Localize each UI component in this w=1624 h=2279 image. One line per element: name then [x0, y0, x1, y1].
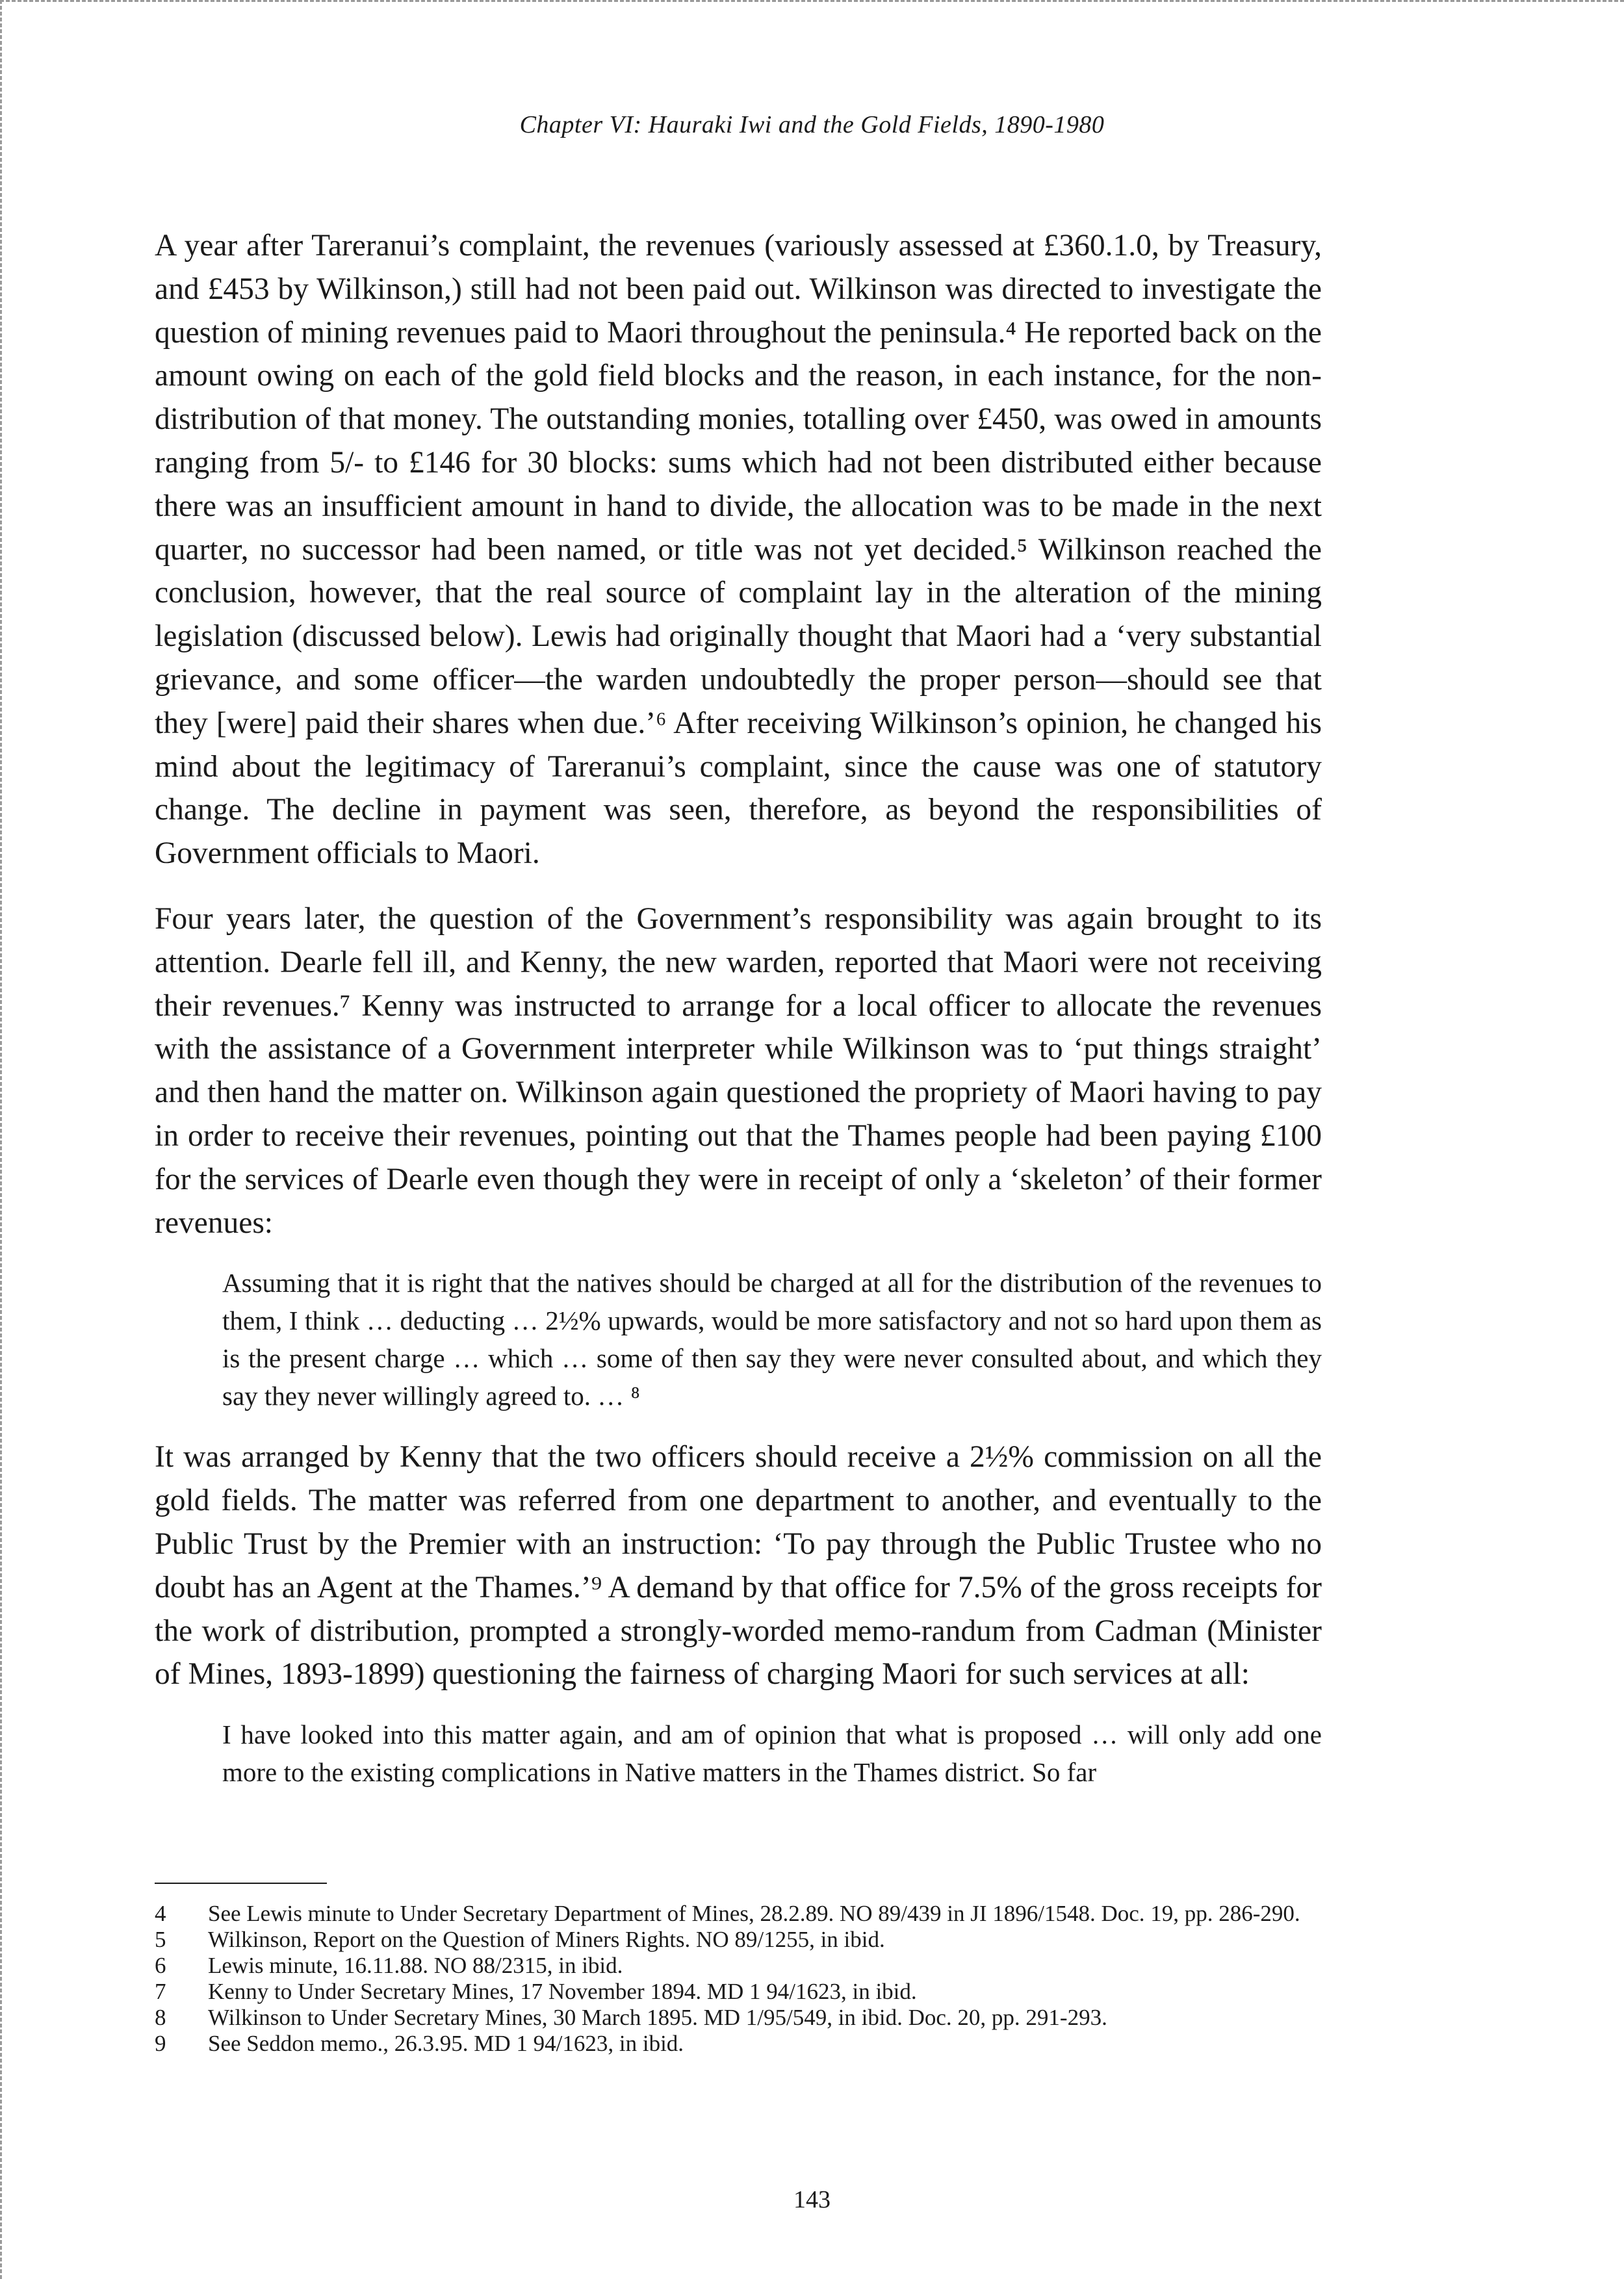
footnote-text: Wilkinson to Under Secretary Mines, 30 March 1895. MD 1/95/549, in ibid. Doc. 20, pp. 291-293.	[208, 2005, 1107, 2030]
footnote-number: 4	[155, 1901, 166, 1926]
running-header: Chapter VI: Hauraki Iwi and the Gold Fields, 1890-1980	[519, 111, 1105, 138]
footnote	[155, 1927, 1322, 1953]
footnote-text: See Lewis minute to Under Secretary Department of Mines, 28.2.89. NO 89/439 in JI 1896/1548. Doc. 19, pp. 286-290.	[208, 1901, 1300, 1926]
paragraph: It was arranged by Kenny that the two officers should receive a 2½% commission on all the gold fields. The matter was referred from one department to another, and eventually to the Public Trust by the Premier with an instruction: ‘To pay through the Public Trustee who no doubt has an Agent at the Thames.’⁹ A demand by that office for 7.5% of the gross receipts for the work of distribution, prompted a strongly-worded memo-randum from Cadman (Minister of Mines, 1893-1899) questioning the fairness of charging Maori for such services at all:	[155, 1440, 1322, 1692]
block-quote: I have looked into this matter again, and am of opinion that what is proposed … will only add one more to the existing complications in Native matters in the Thames district. So far	[222, 1719, 1322, 1788]
footnote-text: Kenny to Under Secretary Mines, 17 November 1894. MD 1 94/1623, in ibid.	[208, 1979, 917, 2004]
paragraph: Four years later, the question of the Government’s responsibility was again brought to its attention. Dearle fell ill, and Kenny, the new warden, reported that Maori were not receiving their revenues.⁷ Kenny was instructed to arrange for a local officer to allocate the revenues with the assistance of a Government interpreter while Wilkinson was to ‘put things straight’ and then hand the matter on. Wilkinson again questioned the propriety of Maori having to pay in order to receive their revenues, pointing out that the Thames people had been paying £100 for the services of Dearle even though they were in receipt of only a ‘skeleton’ of their former revenues:	[155, 901, 1322, 1240]
footnote-text: See Seddon memo., 26.3.95. MD 1 94/1623, in ibid.	[208, 2031, 684, 2056]
footnotes	[155, 1901, 1322, 2057]
scan-top-edge	[0, 0, 1624, 4]
footnote	[155, 1953, 1322, 1979]
footnote	[155, 2031, 1322, 2057]
page-number: 143	[793, 2186, 831, 2213]
footnote	[155, 1901, 1322, 1927]
footnote-number: 5	[155, 1927, 166, 1952]
paragraph: A year after Tareranui’s complaint, the revenues (variously assessed at £360.1.0, by Treasury, and £453 by Wilkinson,) still had not been paid out. Wilkinson was directed to investigate the question of mining revenues paid to Maori throughout the peninsula.⁴ He reported back on the amount owing on each of the gold field blocks and the reason, in each instance, for the non-distribution of that money. The outstanding monies, totalling over £450, was owed in amounts ranging from 5/- to £146 for 30 blocks: sums which had not been distributed either because there was an insufficient amount in hand to divide, the allocation was to be made in the next quarter, no successor had been named, or title was not yet decided.⁵ Wilkinson reached the conclusion, however, that the real source of complaint lay in the alteration of the mining legislation (discussed below). Lewis had originally thought that Maori had a ‘very substantial grievance, and some officer—the warden undoubtedly the proper person—should see that they [were] paid their shares when due.’⁶ After receiving Wilkinson’s opinion, he changed his mind about the legitimacy of Tareranui’s complaint, since the cause was one of statutory change. The decline in payment was seen, therefore, as beyond the responsibilities of Government officials to Maori.	[155, 229, 1322, 871]
footnote-number: 8	[155, 2005, 166, 2030]
footnote-number: 9	[155, 2031, 166, 2056]
footnote-rule	[155, 1883, 327, 1884]
main-text	[155, 224, 1322, 1791]
block-quote: Assuming that it is right that the natives should be charged at all for the distribution of the revenues to them, I think … deducting … 2½% upwards, would be more satisfactory and not so hard upon them as is the present charge … which … some of then say they were never consulted about, and which they say they never willingly agreed to. … ⁸	[222, 1268, 1322, 1411]
footnote-text: Wilkinson, Report on the Question of Miners Rights. NO 89/1255, in ibid.	[208, 1927, 885, 1952]
footnote-number: 6	[155, 1953, 166, 1978]
scan-left-edge	[0, 0, 4, 2279]
footnote-number: 7	[155, 1979, 166, 2004]
footnote	[155, 1979, 1322, 2005]
footnote-text: Lewis minute, 16.11.88. NO 88/2315, in ibid.	[208, 1953, 623, 1978]
footnote	[155, 2005, 1322, 2031]
